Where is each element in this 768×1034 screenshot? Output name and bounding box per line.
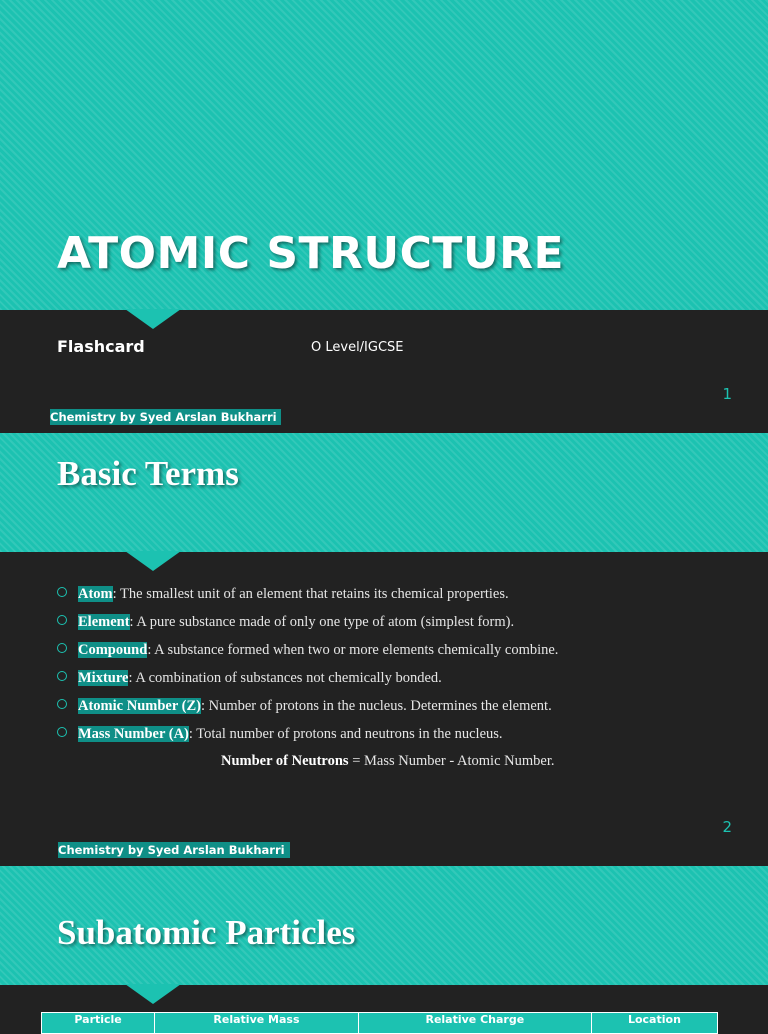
formula-term: Number of Neutrons [221, 753, 349, 769]
list-item [57, 613, 737, 641]
table-header-row [42, 1013, 718, 1034]
formula-expression: = Mass Number - Atomic Number. [348, 753, 555, 769]
band-notch [125, 551, 181, 571]
term-definition: : Number of protons in the nucleus. Determines the element. [200, 698, 552, 714]
basic-terms-list [57, 585, 737, 753]
list-item [57, 725, 737, 753]
header-relative-charge: Relative Charge [358, 1013, 591, 1034]
list-item [57, 585, 737, 613]
term-definition: : A combination of substances not chemically bonded. [128, 670, 442, 686]
slide-1 [0, 0, 768, 433]
subtitle-flashcard: Flashcard [57, 337, 145, 356]
term-definition: : The smallest unit of an element that retains its chemical properties. [112, 586, 509, 602]
circle-bullet-icon [57, 587, 67, 597]
slide-number: 1 [722, 385, 732, 403]
header-location: Location [591, 1013, 717, 1034]
term-label: Atom [78, 586, 113, 602]
term-label: Mixture [78, 670, 129, 686]
header-relative-mass: Relative Mass [155, 1013, 359, 1034]
term-label: Compound [78, 642, 148, 658]
band-notch [125, 309, 181, 329]
term-definition: : Total number of protons and neutrons in the nucleus. [188, 726, 503, 742]
term-definition: : A pure substance made of only one type of atom (simplest form). [129, 614, 515, 630]
circle-bullet-icon [57, 671, 67, 681]
band-notch [125, 984, 181, 1004]
subatomic-particles-table [41, 1012, 718, 1034]
slide-title: Basic Terms [57, 454, 239, 493]
neutron-formula [221, 753, 554, 770]
circle-bullet-icon [57, 643, 67, 653]
circle-bullet-icon [57, 727, 67, 737]
slide-title: Subatomic Particles [57, 913, 356, 952]
slide-number: 2 [722, 818, 732, 836]
list-item [57, 669, 737, 697]
circle-bullet-icon [57, 615, 67, 625]
term-label: Mass Number (A) [78, 726, 189, 742]
presentation-title: ATOMIC STRUCTURE [57, 228, 565, 279]
author-footer: Chemistry by Syed Arslan Bukharri [58, 842, 290, 858]
subtitle-level: O Level/IGCSE [311, 340, 404, 355]
header-particle: Particle [42, 1013, 155, 1034]
term-label: Atomic Number (Z) [78, 698, 201, 714]
term-definition: : A substance formed when two or more elements chemically combine. [147, 642, 559, 658]
list-item [57, 641, 737, 669]
circle-bullet-icon [57, 699, 67, 709]
author-footer: Chemistry by Syed Arslan Bukharri [50, 409, 281, 425]
slide-3 [0, 866, 768, 1024]
term-label: Element [78, 614, 130, 630]
list-item [57, 697, 737, 725]
